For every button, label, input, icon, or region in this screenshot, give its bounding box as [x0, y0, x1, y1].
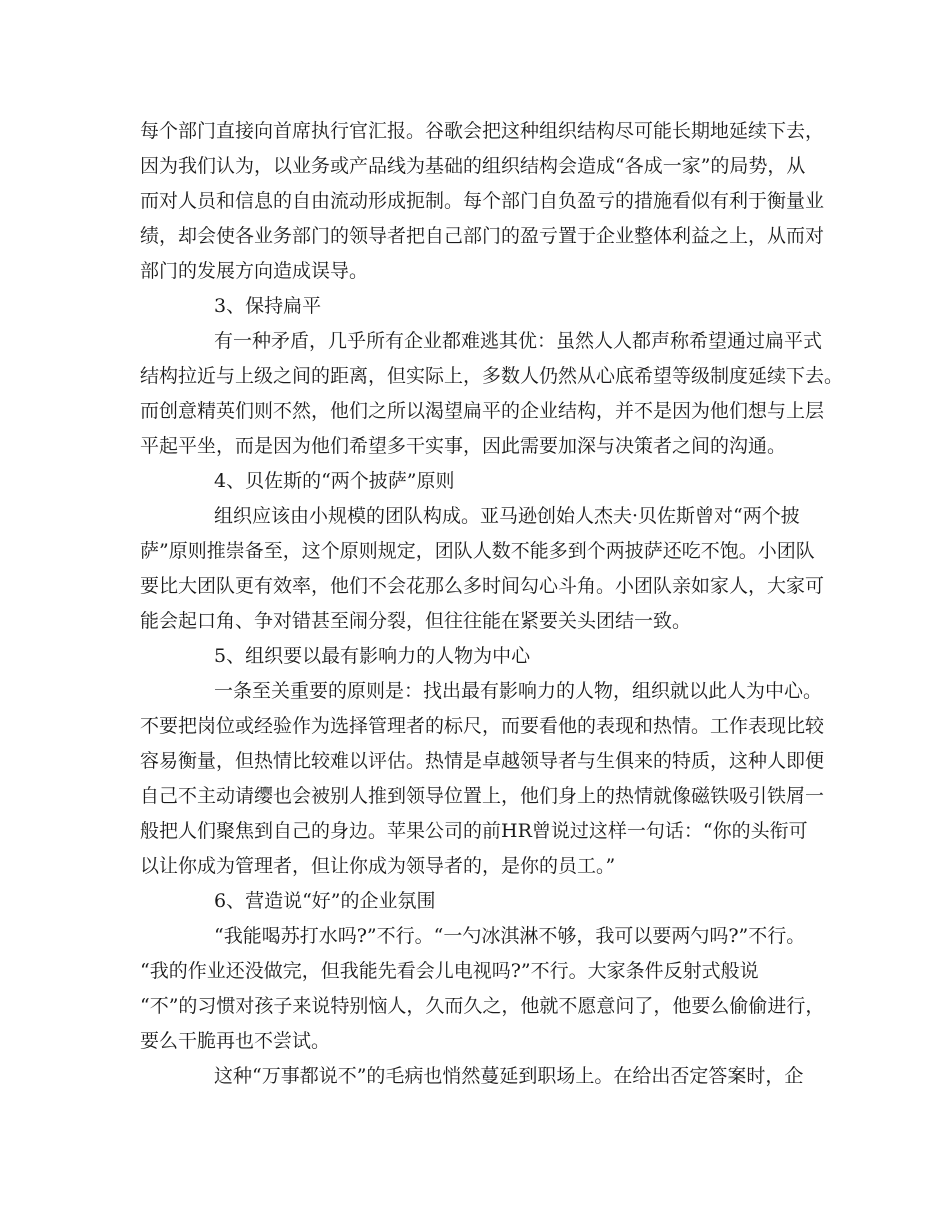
text-line: 萨”原则推崇备至，这个原则规定，团队人数不能多到个两披萨还吃不饱。小团队: [140, 540, 815, 562]
text-line: 而对人员和信息的自由流动形成扼制。每个部门自负盈亏的措施看似有利于衡量业: [140, 190, 825, 212]
paragraph-start-line: 5、组织要以最有影响力的人物为中心: [214, 645, 531, 667]
text-line: 而创意精英们则不然，他们之所以渴望扁平的企业结构，并不是因为他们想与上层: [140, 400, 825, 422]
paragraph-start-line: 3、保持扁平: [214, 295, 322, 317]
text-line: 部门的发展方向造成误导。: [140, 260, 369, 282]
paragraph-start-line: 这种“万事都说不”的毛病也悄然蔓延到职场上。在给出否定答案时，企: [214, 1065, 804, 1087]
text-line: 自己不主动请缨也会被别人推到领导位置上，他们身上的热情就像磁铁吸引铁屑一: [140, 785, 825, 807]
paragraph-start-line: 组织应该由小规模的团队构成。亚马逊创始人杰夫·贝佐斯曾对“两个披: [214, 505, 800, 527]
paragraph-start-line: 有一种矛盾，几乎所有企业都难逃其优：虽然人人都声称希望通过扁平式: [214, 330, 823, 352]
paragraph-start-line: 一条至关重要的原则是：找出最有影响力的人物，组织就以此人为中心。: [214, 680, 823, 702]
text-line: 能会起口角、争对错甚至闹分裂，但往往能在紧要关头团结一致。: [140, 610, 692, 632]
paragraph-start-line: 6、营造说“好”的企业氛围: [214, 890, 436, 912]
text-line: 结构拉近与上级之间的距离，但实际上，多数人仍然从心底希望等级制度延续下去。: [140, 365, 844, 387]
text-line: 要比大团队更有效率，他们不会花那么多时间勾心斗角。小团队亲如家人，大家可: [140, 575, 825, 597]
text-line: 因为我们认为，以业务或产品线为基础的组织结构会造成“各成一家”的局势，从: [140, 155, 806, 177]
text-line: 平起平坐，而是因为他们希望多干实事，因此需要加深与决策者之间的沟通。: [140, 435, 787, 457]
text-line: 以让你成为管理者，但让你成为领导者的，是你的员工。”: [140, 855, 616, 877]
paragraph-start-line: 4、贝佐斯的“两个披萨”原则: [214, 470, 455, 492]
text-line: 容易衡量，但热情比较难以评估。热情是卓越领导者与生俱来的特质，这种人即便: [140, 750, 825, 772]
text-line: 般把人们聚焦到自己的身边。苹果公司的前HR曾说过这样一句话：“你的头衔可: [140, 820, 808, 842]
text-line: “不”的习惯对孩子来说特别恼人，久而久之，他就不愿意问了，他要么偷偷进行，: [140, 995, 825, 1017]
text-line: 不要把岗位或经验作为选择管理者的标尺，而要看他的表现和热情。工作表现比较: [140, 715, 825, 737]
text-line: 绩，却会使各业务部门的领导者把自己部门的盈亏置于企业整体利益之上，从而对: [140, 225, 825, 247]
text-line: 要么干脆再也不尝试。: [140, 1030, 331, 1052]
paragraph-start-line: “我能喝苏打水吗?”不行。“一勺冰淇淋不够，我可以要两勺吗?”不行。: [214, 925, 806, 947]
document-body: [140, 114, 844, 1094]
text-line: “我的作业还没做完，但我能先看会儿电视吗?”不行。大家条件反射式般说: [140, 960, 759, 982]
text-line: 每个部门直接向首席执行官汇报。谷歌会把这种组织结构尽可能长期地延续下去，: [140, 120, 825, 142]
